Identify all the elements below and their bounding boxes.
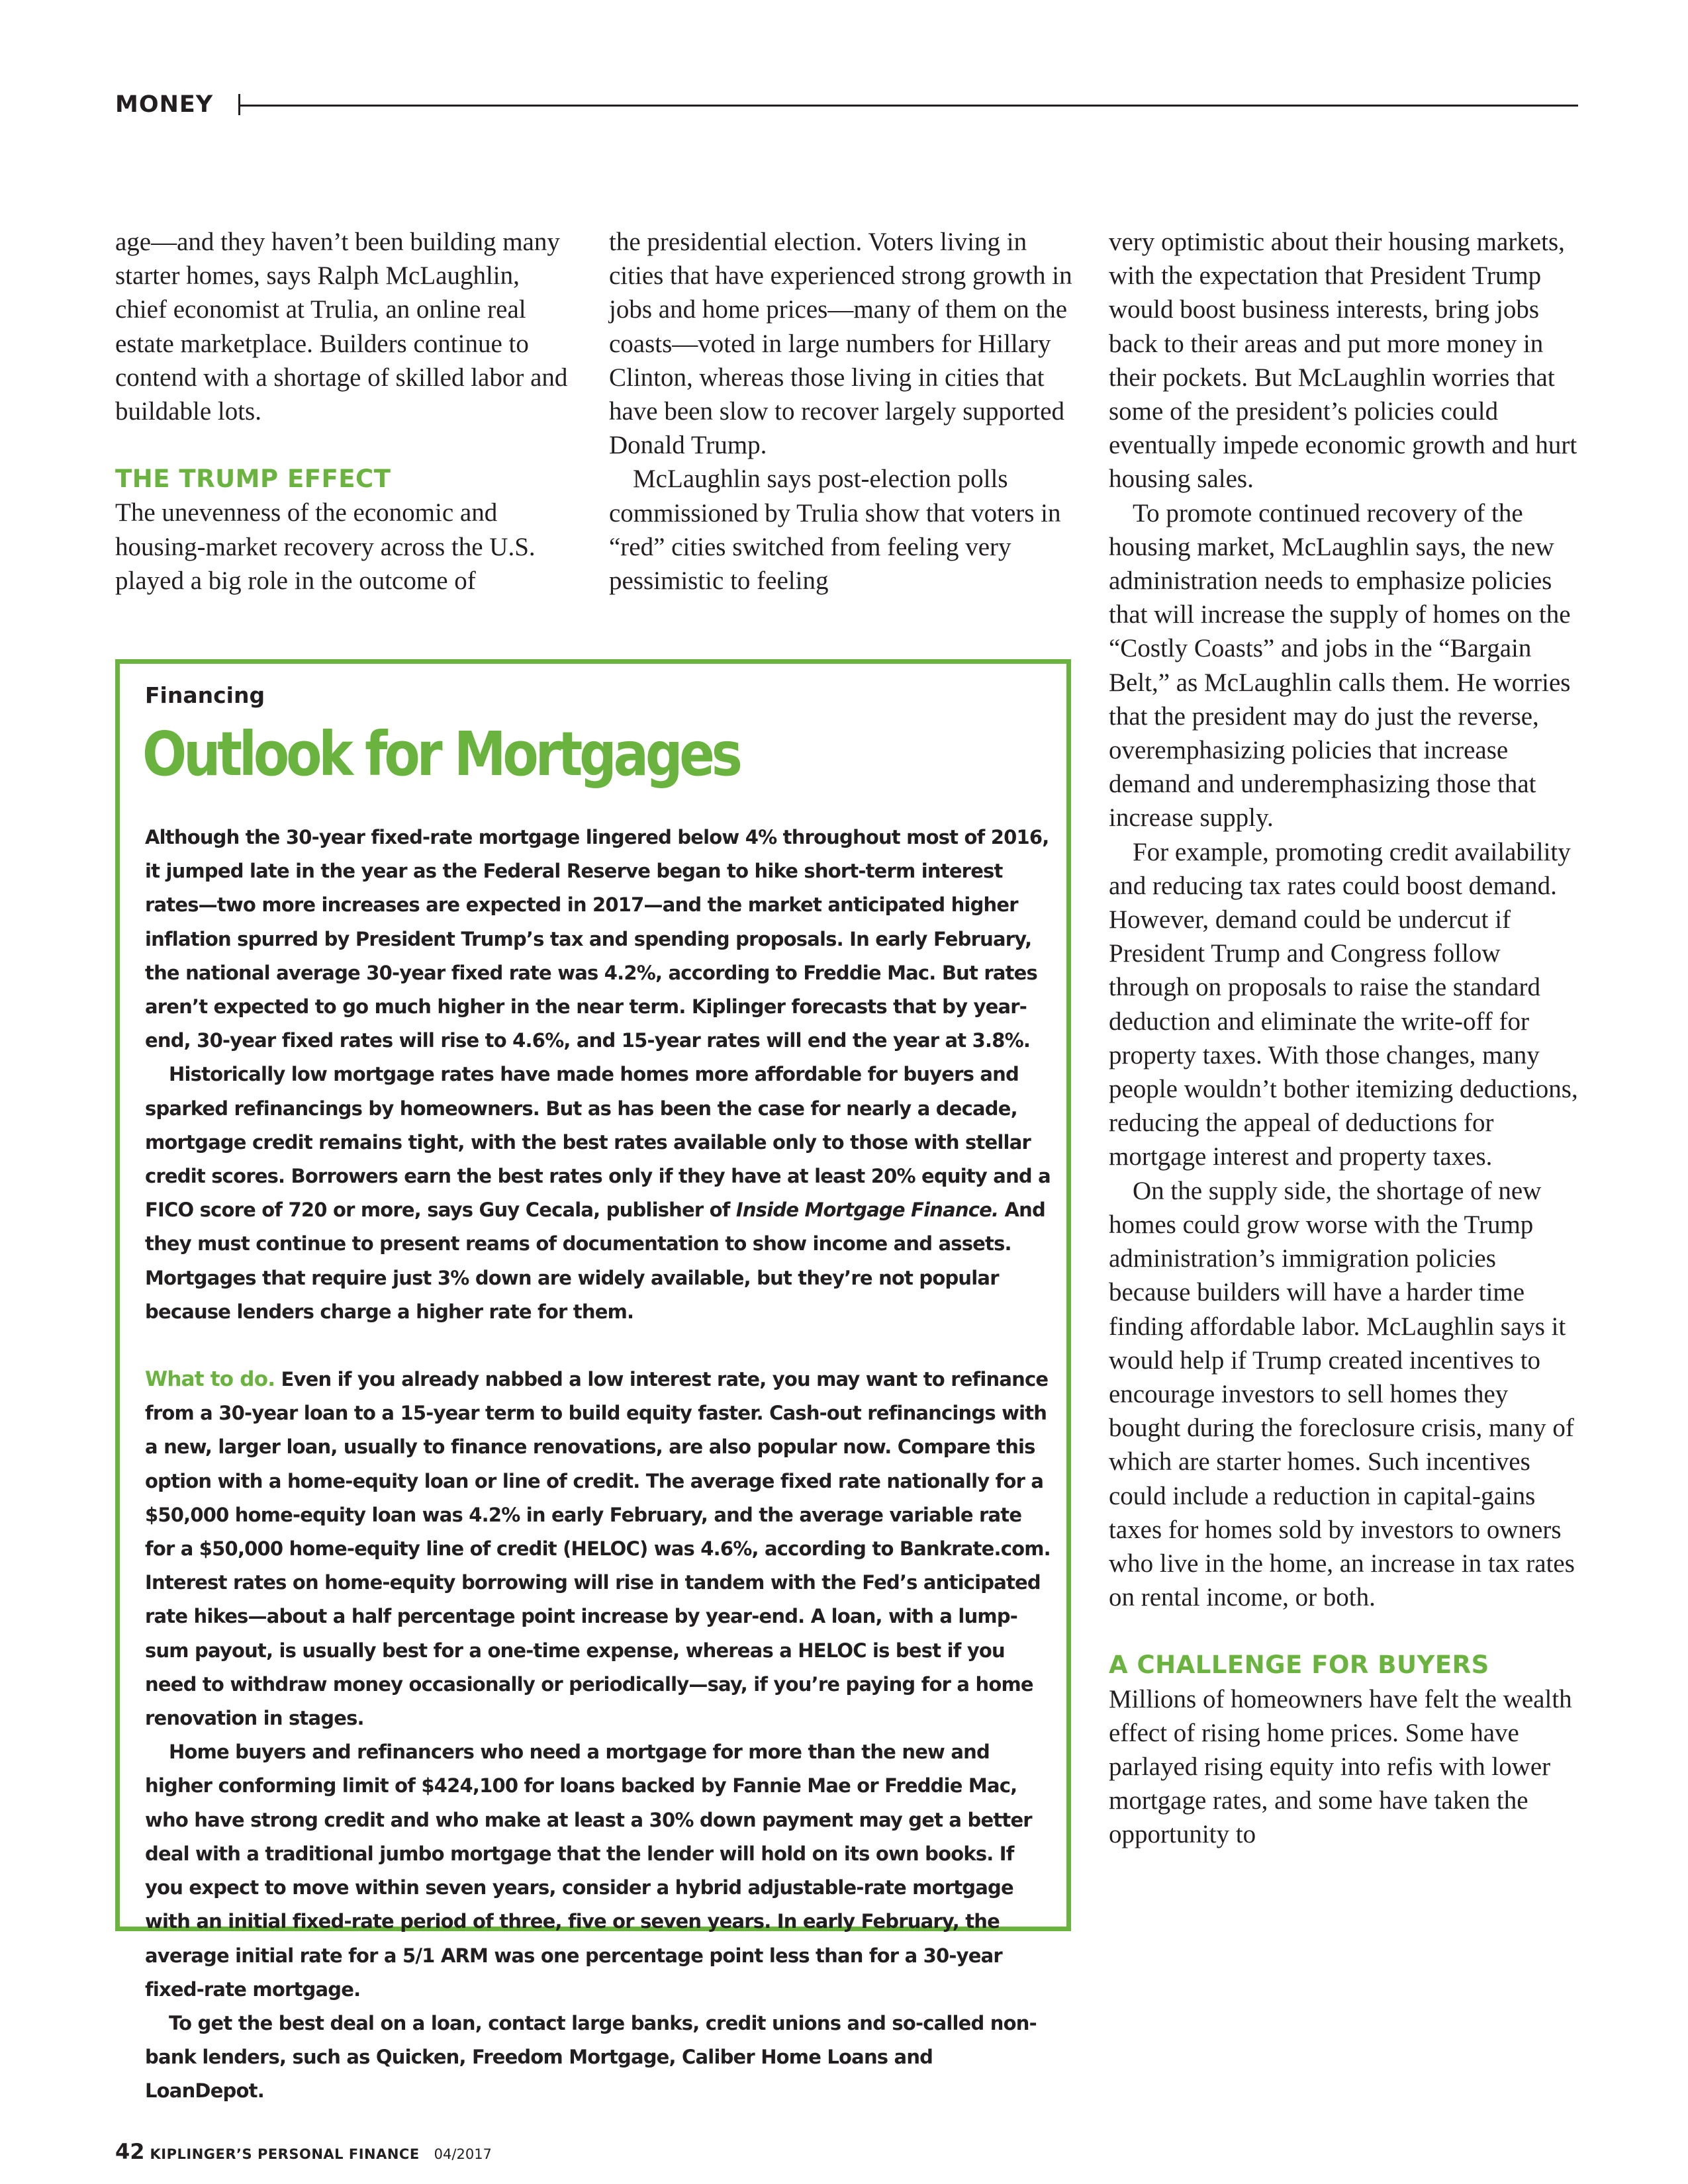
section-label: MONEY [115, 91, 214, 118]
sidebar-text: Historically low mortgage rates have made homes more affordable for buyers and sparked refinancings by homeowners. But as has been the case for nearly a decade, mortgage credit remains tight, with the best rates available only to those with stellar credit scores. Borrowers earn the best rates only if they have at least 20% equity and a FICO score of 720 or more, says Guy Cecala, publisher of [145, 1063, 1051, 1222]
article-paragraph: The unevenness of the economic and housing-market recovery across the U.S. played a big role in the outcome of [115, 498, 536, 595]
page-header [115, 91, 1578, 118]
page-number: 42 [115, 2139, 145, 2164]
sidebar-box [115, 659, 1071, 2103]
article-column-3 [1109, 225, 1582, 1852]
publication-name: Inside Mortgage Finance. [735, 1199, 999, 1222]
subhead-challenge-for-buyers: A CHALLENGE FOR BUYERS [1109, 1651, 1489, 1680]
article-column-2 [609, 225, 1072, 598]
sidebar-text: And they must continue to present reams of documentation to show income and assets. Mortgages that require just 3% down are widely available, but they’re not popular because lenders charge a higher rate for them. [145, 1199, 1045, 1323]
sidebar-text: Even if you already nabbed a low interest rate, you may want to refinance from a 30-year loan to a 15-year term to build equity faster. Cash-out refinancings with a new, larger loan, usually to finance renovations, are also popular now. Compare this option with a home-equity loan or line of credit. The average fixed rate nationally for a $50,000 home-equity loan was 4.2% in early February, and the average variable rate for a $50,000 home-equity line of credit (HELOC) was 4.6%, according to Bankrate.com. Interest rates on home-equity borrowing will rise in tandem with the Fed’s anticipated rate hikes—about a half percentage point increase by year-end. A loan, with a lump-sum payout, is usually best for a one-time expense, whereas a HELOC is best if you need to withdraw money occasionally or periodically—say, if you’re paying for a home renovation in stages. [145, 1368, 1051, 1730]
what-to-do-lead: What to do. [145, 1367, 275, 1392]
article-paragraph: To promote continued recovery of the housing market, McLaughlin says, the new administration needs to emphasize policies that will increase the supply of homes on the “Costly Coasts” and jobs in the “Bargain Belt,” as McLaughlin calls them. He worries that the president may do just the reverse, overemphasizing policies that increase demand and underemphasizing those that increase supply. [1109, 498, 1571, 833]
header-rule [240, 105, 1578, 107]
sidebar-kicker: Financing [145, 682, 265, 708]
sidebar-title: Outlook for Mortgages [142, 719, 739, 790]
sidebar-paragraph: Although the 30-year fixed-rate mortgage lingered below 4% throughout most of 2016, it jumped late in the year as the Federal Reserve began to hike short-term interest rates—two more increases are expected in 2017—and the market anticipated higher inflation spurred by President Trump’s tax and spending proposals. In early February, the national average 30-year fixed rate was 4.2%, according to Freddie Mac. But rates aren’t expected to go much higher in the near term. Kiplinger forecasts that by year-end, 30-year fixed rates will rise to 4.6%, and 15-year rates will end the year at 3.8%. [145, 826, 1049, 1052]
article-paragraph: age—and they haven’t been building many starter homes, says Ralph McLaughlin, chief economist at Trulia, an online real estate marketplace. Builders continue to contend with a shortage of skilled labor and buildable lots. [115, 228, 568, 426]
article-paragraph: McLaughlin says post-election polls commissioned by Trulia show that voters in “red” cities switched from feeling very pessimistic to feeling [609, 465, 1061, 596]
magazine-name: KIPLINGER’S PERSONAL FINANCE [150, 2146, 420, 2162]
article-column-1 [115, 225, 572, 598]
sidebar-paragraph: To get the best deal on a loan, contact large banks, credit unions and so-called non-bank lenders, such as Quicken, Freedom Mortgage, Caliber Home Loans and LoanDepot. [145, 2011, 1037, 2103]
sidebar-paragraph: Home buyers and refinancers who need a mortgage for more than the new and higher conforming limit of $424,100 for loans backed by Fannie Mae or Freddie Mac, who have strong credit and who make at least a 30% down payment may get a better deal with a traditional jumbo mortgage that the lender will hold on its own books. If you expect to move within seven years, consider a hybrid adjustable-rate mortgage with an initial fixed-rate period of three, five or seven years. In early February, the average initial rate for a 5/1 ARM was one percentage point less than for a 30-year fixed-rate mortgage. [145, 1741, 1032, 2001]
sidebar-body [145, 821, 1052, 2109]
sidebar-paragraph [145, 1363, 1052, 1735]
subhead-trump-effect: THE TRUMP EFFECT [115, 465, 391, 494]
article-paragraph: very optimistic about their housing markets, with the expectation that President Trump would boost business interests, bring jobs back to their areas and put more money in their pockets. But McLaughlin worries that some of the president’s policies could eventually impede economic growth and hurt housing sales. [1109, 228, 1577, 494]
issue-date: 04/2017 [434, 2146, 492, 2162]
page-footer [115, 2139, 492, 2165]
article-paragraph: Millions of homeowners have felt the wealth effect of rising home prices. Some have parlayed rising equity into refis with lower mortgage rates, and some have taken the opportunity to [1109, 1684, 1572, 1849]
article-paragraph: the presidential election. Voters living in cities that have experienced strong growth in jobs and home prices—many of them on the coasts—voted in large numbers for Hillary Clinton, whereas those living in cities that have been slow to recover largely supported Donald Trump. [609, 228, 1072, 460]
article-paragraph: For example, promoting credit availability and reducing tax rates could boost demand. However, demand could be undercut if President Trump and Congress follow through on proposals to raise the standard deduction and eliminate the write-off for property taxes. With those changes, many people wouldn’t bother itemizing deductions, reducing the appeal of deductions for mortgage interest and property taxes. [1109, 837, 1578, 1171]
sidebar-paragraph [145, 1058, 1052, 1329]
article-paragraph: On the supply side, the shortage of new homes could grow worse with the Trump administration’s immigration policies because builders will have a harder time finding affordable labor. McLaughlin says it would help if Trump created incentives to encourage investors to sell homes they bought during the foreclosure crisis, many of which are starter homes. Such incentives could include a reduction in capital-gains taxes for homes sold by investors to owners who live in the home, an increase in tax rates on rental income, or both. [1109, 1176, 1575, 1612]
